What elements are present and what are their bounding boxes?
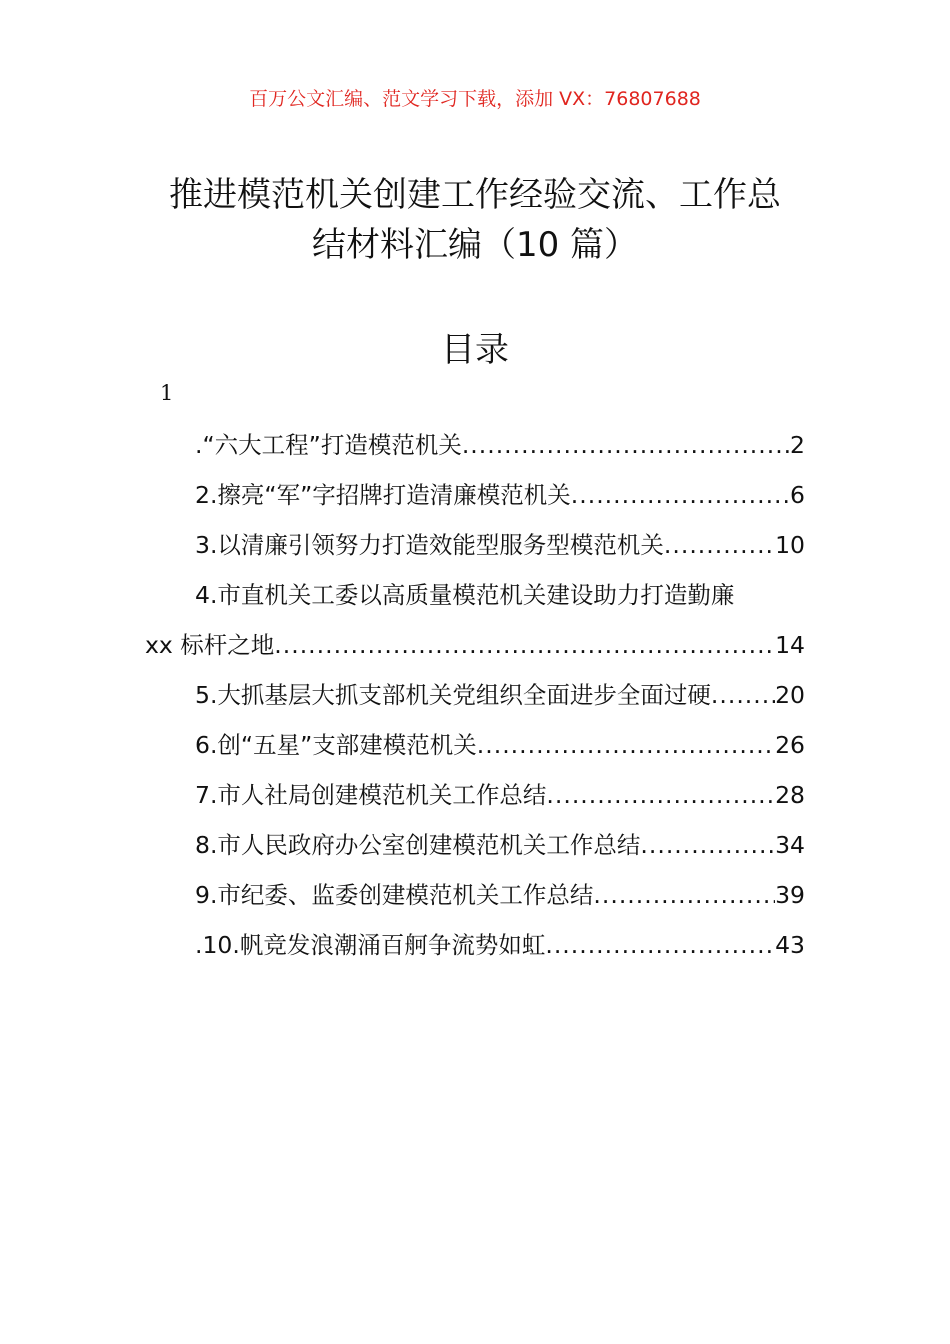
toc-entry-10[interactable] xyxy=(145,920,805,970)
toc-entry-title: 3.以清廉引领努力打造效能型服务型模范机关 xyxy=(195,531,664,559)
toc-entry-title: 5.大抓基层大抓支部机关党组织全面进步全面过硬 xyxy=(195,681,711,709)
toc-entry-4[interactable] xyxy=(145,570,805,620)
document-title xyxy=(140,170,810,270)
toc-entry-3[interactable] xyxy=(145,520,805,570)
toc-entry-page: 34 xyxy=(775,831,805,859)
toc-entry-6[interactable] xyxy=(145,720,805,770)
dot-leader xyxy=(571,470,790,520)
table-of-contents xyxy=(145,420,805,970)
title-line-2: 结材料汇编（10 篇） xyxy=(311,225,639,265)
toc-entry-title-continued: xx 标杆之地 xyxy=(145,631,275,659)
toc-entry-title: 4.市直机关工委以高质量模范机关建设助力打造勤廉 xyxy=(195,581,735,609)
toc-entry-page: 14 xyxy=(775,631,805,659)
toc-entry-9[interactable] xyxy=(145,870,805,920)
toc-entry-title: 9.市纪委、监委创建模范机关工作总结 xyxy=(195,881,594,909)
toc-entry-page: 39 xyxy=(775,881,805,909)
dot-leader xyxy=(462,420,790,470)
dot-leader xyxy=(711,670,775,720)
dot-leader xyxy=(664,520,775,570)
toc-entry-8[interactable] xyxy=(145,820,805,870)
watermark-banner: 百万公文汇编、范文学习下载，添加 VX：76807688 xyxy=(249,88,701,110)
toc-entry-page: 43 xyxy=(775,931,805,959)
dot-leader xyxy=(546,770,775,820)
dot-leader xyxy=(640,820,775,870)
toc-entry-7[interactable] xyxy=(145,770,805,820)
toc-entry-title: .“六大工程”打造模范机关 xyxy=(195,431,462,459)
toc-entry-page: 28 xyxy=(775,781,805,809)
toc-entry-title: 2.擦亮“军”字招牌打造清廉模范机关 xyxy=(195,481,571,509)
toc-entry-page: 10 xyxy=(775,531,805,559)
title-line-1: 推进模范机关创建工作经验交流、工作总 xyxy=(169,175,781,215)
dot-leader xyxy=(477,720,775,770)
toc-heading: 目录 xyxy=(441,330,509,370)
toc-entry-4-continued[interactable] xyxy=(145,620,805,670)
dot-leader xyxy=(274,620,775,670)
toc-entry-page: 6 xyxy=(790,481,805,509)
toc-entry-page: 2 xyxy=(790,431,805,459)
toc-entry-1[interactable] xyxy=(145,420,805,470)
toc-entry-page: 20 xyxy=(775,681,805,709)
dot-leader xyxy=(593,870,775,920)
toc-entry-title: 8.市人民政府办公室创建模范机关工作总结 xyxy=(195,831,641,859)
stray-number: 1 xyxy=(160,381,174,405)
toc-entry-page: 26 xyxy=(775,731,805,759)
toc-entry-title: 7.市人社局创建模范机关工作总结 xyxy=(195,781,547,809)
dot-leader xyxy=(545,920,775,970)
toc-entry-title: .10.帆竞发浪潮涌百舸争流势如虹 xyxy=(195,931,546,959)
toc-entry-2[interactable] xyxy=(145,470,805,520)
toc-entry-title: 6.创“五星”支部建模范机关 xyxy=(195,731,477,759)
toc-entry-5[interactable] xyxy=(145,670,805,720)
